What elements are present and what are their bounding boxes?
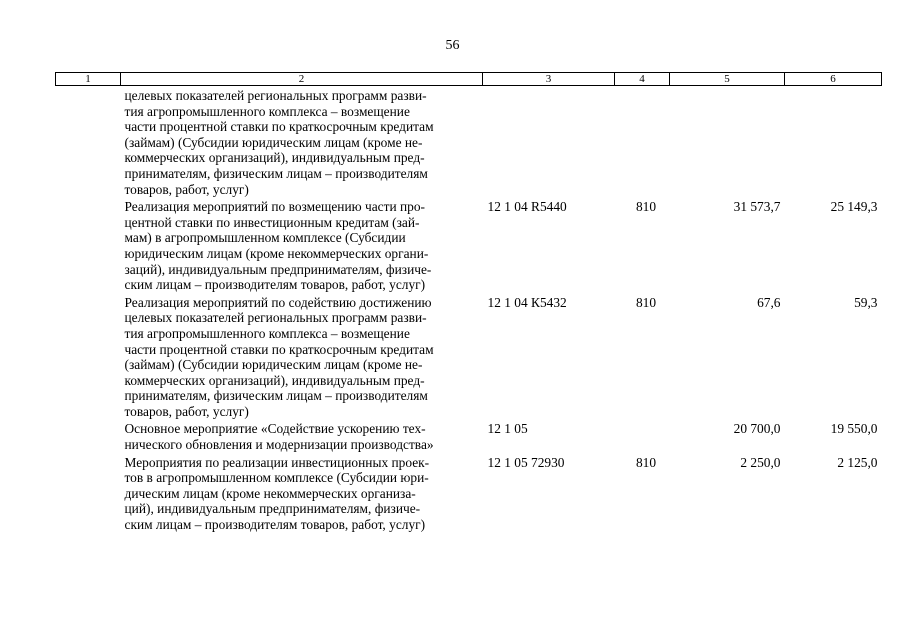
row-number [56,453,121,533]
row-amount-1: 2 250,0 [740,454,781,470]
table-body [56,86,882,533]
header-row [56,73,882,86]
page-number: 56 [445,38,460,53]
row-number [56,86,121,198]
row-code: 12 1 05 72930 [487,454,565,470]
header-col-3: 3 [483,73,615,86]
row-amount-1 [670,86,785,198]
row-expense-type: 810 [635,294,657,310]
row-amount-2: 19 550,0 [830,421,878,437]
header-col-5: 5 [670,73,785,86]
table-row [56,419,882,452]
row-code: 12 1 04 R5440 [487,199,567,215]
row-number [56,293,121,420]
budget-table [55,72,882,533]
table-row [56,197,882,293]
row-amount-2: 25 149,3 [830,199,878,215]
row-code [483,86,615,198]
row-number [56,419,121,452]
row-description: Реализация мероприятий по содействию достижению целевых показателей региональных программ разви- тия агропромышленного комплекса – возмещение части процентной ставки по краткосрочным кредитам (займам) (Субсидии юридическим лицам (кроме не- коммерческих организаций), индивидуальным пред- принимателям, физическим лицам – производителям товаров, работ, услуг) [124,294,434,419]
row-description: целевых показателей региональных программ разви- тия агропромышленного комплекса – возмещение части процентной ставки по краткосрочным кредитам (займам) (Субсидии юридическим лицам (кроме не- коммерческих организаций), индивидуальным пред- принимателям, физическим лицам – производителям товаров, работ, услуг) [124,88,434,197]
row-code: 12 1 04 К5432 [487,294,567,310]
header-col-4: 4 [615,73,670,86]
row-description: Реализация мероприятий по возмещению части про- центной ставки по инвестиционным кредитам (зай- мам) в агропромышленном комплексе (Субсидии юридическим лицам (кроме некоммерческих органи- заций), индивидуальным предпринимателям, физиче- ским лицам – производителям товаров, работ, услуг) [124,199,432,293]
table-row [56,293,882,420]
row-expense-type [615,86,670,198]
row-amount-1: 31 573,7 [733,199,781,215]
header-col-1: 1 [56,73,121,86]
table-header [56,73,882,86]
row-amount-2 [785,86,882,198]
row-description: Мероприятия по реализации инвестиционных проек- тов в агропромышленном комплексе (Субсидии юри- дическим лицам (кроме некоммерческих организа- ций), индивидуальным предпринимателям, физиче- ским лицам – производителям товаров, работ, услуг) [124,454,430,533]
row-expense-type [615,419,670,452]
row-amount-1: 20 700,0 [733,421,781,437]
table-row [56,453,882,533]
row-description: Основное мероприятие «Содействие ускорению тех- нического обновления и модернизации производства» [124,421,434,453]
row-expense-type: 810 [635,199,657,215]
row-number [56,197,121,293]
row-amount-2: 2 125,0 [837,454,878,470]
table-row [56,86,882,198]
row-amount-2: 59,3 [854,294,878,310]
row-code: 12 1 05 [487,421,528,437]
header-col-6: 6 [785,73,882,86]
row-expense-type: 810 [635,454,657,470]
row-amount-1: 67,6 [757,294,781,310]
header-col-2: 2 [121,73,483,86]
